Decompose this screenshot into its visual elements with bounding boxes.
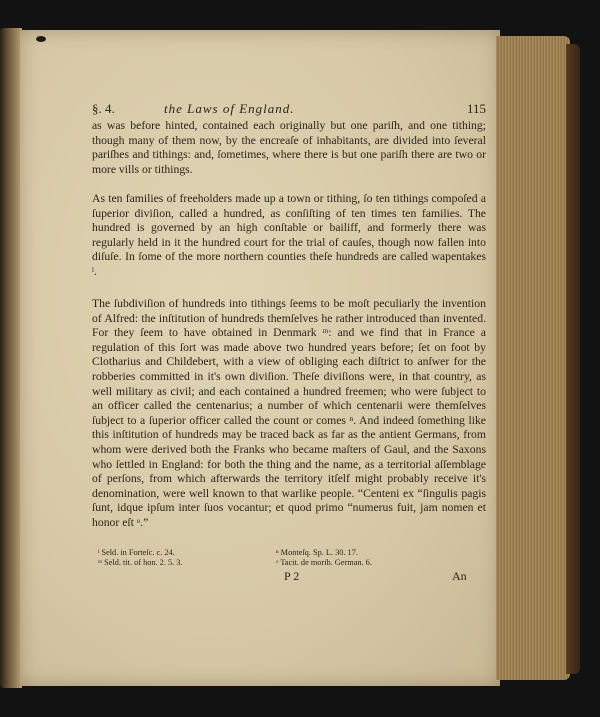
running-title: the Laws of England. [164,101,295,116]
left-page-edge [0,28,22,688]
ink-blot [36,36,46,42]
paragraph-1: as was before hinted, contained each originally but one pariſh, and one tithing; though many of them now, by the encreaſe of inhabitants, are divided into ſeveral pariſhes and tithings: and, ſometimes, where there is but one pariſh there are two or more vills or tithings. [92,119,486,176]
footnote-m: ᵐ Seld. tit. of hon. 2. 5. 3. [98,558,183,567]
page-number: 115 [466,101,486,116]
paragraph-2: As ten families of freeholders made up a town or tithing, ſo ten tithings compoſed a ſuperior diviſion, called a hundred, as conſiſting of ten times ten families. The hundred is governed by an high conſtable or bailiff, and formerly there was regularly held in it the hundred court for the trial of cauſes, though now fallen into diſuſe. In ſome of the more northern counties theſe hundreds are called wapentakes ˡ. [92,192,486,278]
book-cover-edge [566,44,580,674]
page-stack-edge [496,36,570,680]
footnote-l: ˡ Seld. in Forteſc. c. 24. [98,548,175,557]
footnote-n: ⁿ Monteſq. Sp. L. 30. 17. [276,548,358,557]
signature-mark: P 2 [284,569,300,583]
footnotes-left [98,548,278,568]
paragraph-3: The ſubdiviſion of hundreds into tithings ſeems to be moſt peculiarly the invention of Alfred: the inſtitution of hundreds themſelves he rather introduced than invented. For they ſeem to have obtained in Denmark ᵐ: and we find that in France a regulation of this ſort was made above two hundred years before; ſet on foot by Clotharius and Childebert, with a view of obliging each diſtrict to anſwer for the robberies committed in it's own diviſion. Theſe diviſions were, in that country, as well military as civil; and each contained a hundred freemen; who were ſubject to an officer called the centenarius; a number of which centenarii were themſelves ſubject to a ſuperior officer called the count or comes ⁿ. And indeed ſomething like this inſtitution of hundreds may be traced back as far as the antient Germans, from whom were derived both the Franks who became maſters of Gaul, and the Saxons who ſettled in England: for both the thing and the name, as a territorial aſſemblage of perſons, from which afterwards the territory itſelf might probably receive it's denomination, were well known to that warlike people. “Centeni ex “ſingulis pagis ſunt, idque ipſum inter ſuos vocantur; et quod primo “numerus fuit, jam nomen et honor eſt ᵒ.” [92,297,486,529]
footnote-o: ᵒ Tacit. de morib. German. 6. [276,558,372,567]
footnotes-right [276,548,456,568]
catchword: An [452,569,467,583]
section-mark: §. 4. [92,101,115,116]
running-header [92,101,486,119]
